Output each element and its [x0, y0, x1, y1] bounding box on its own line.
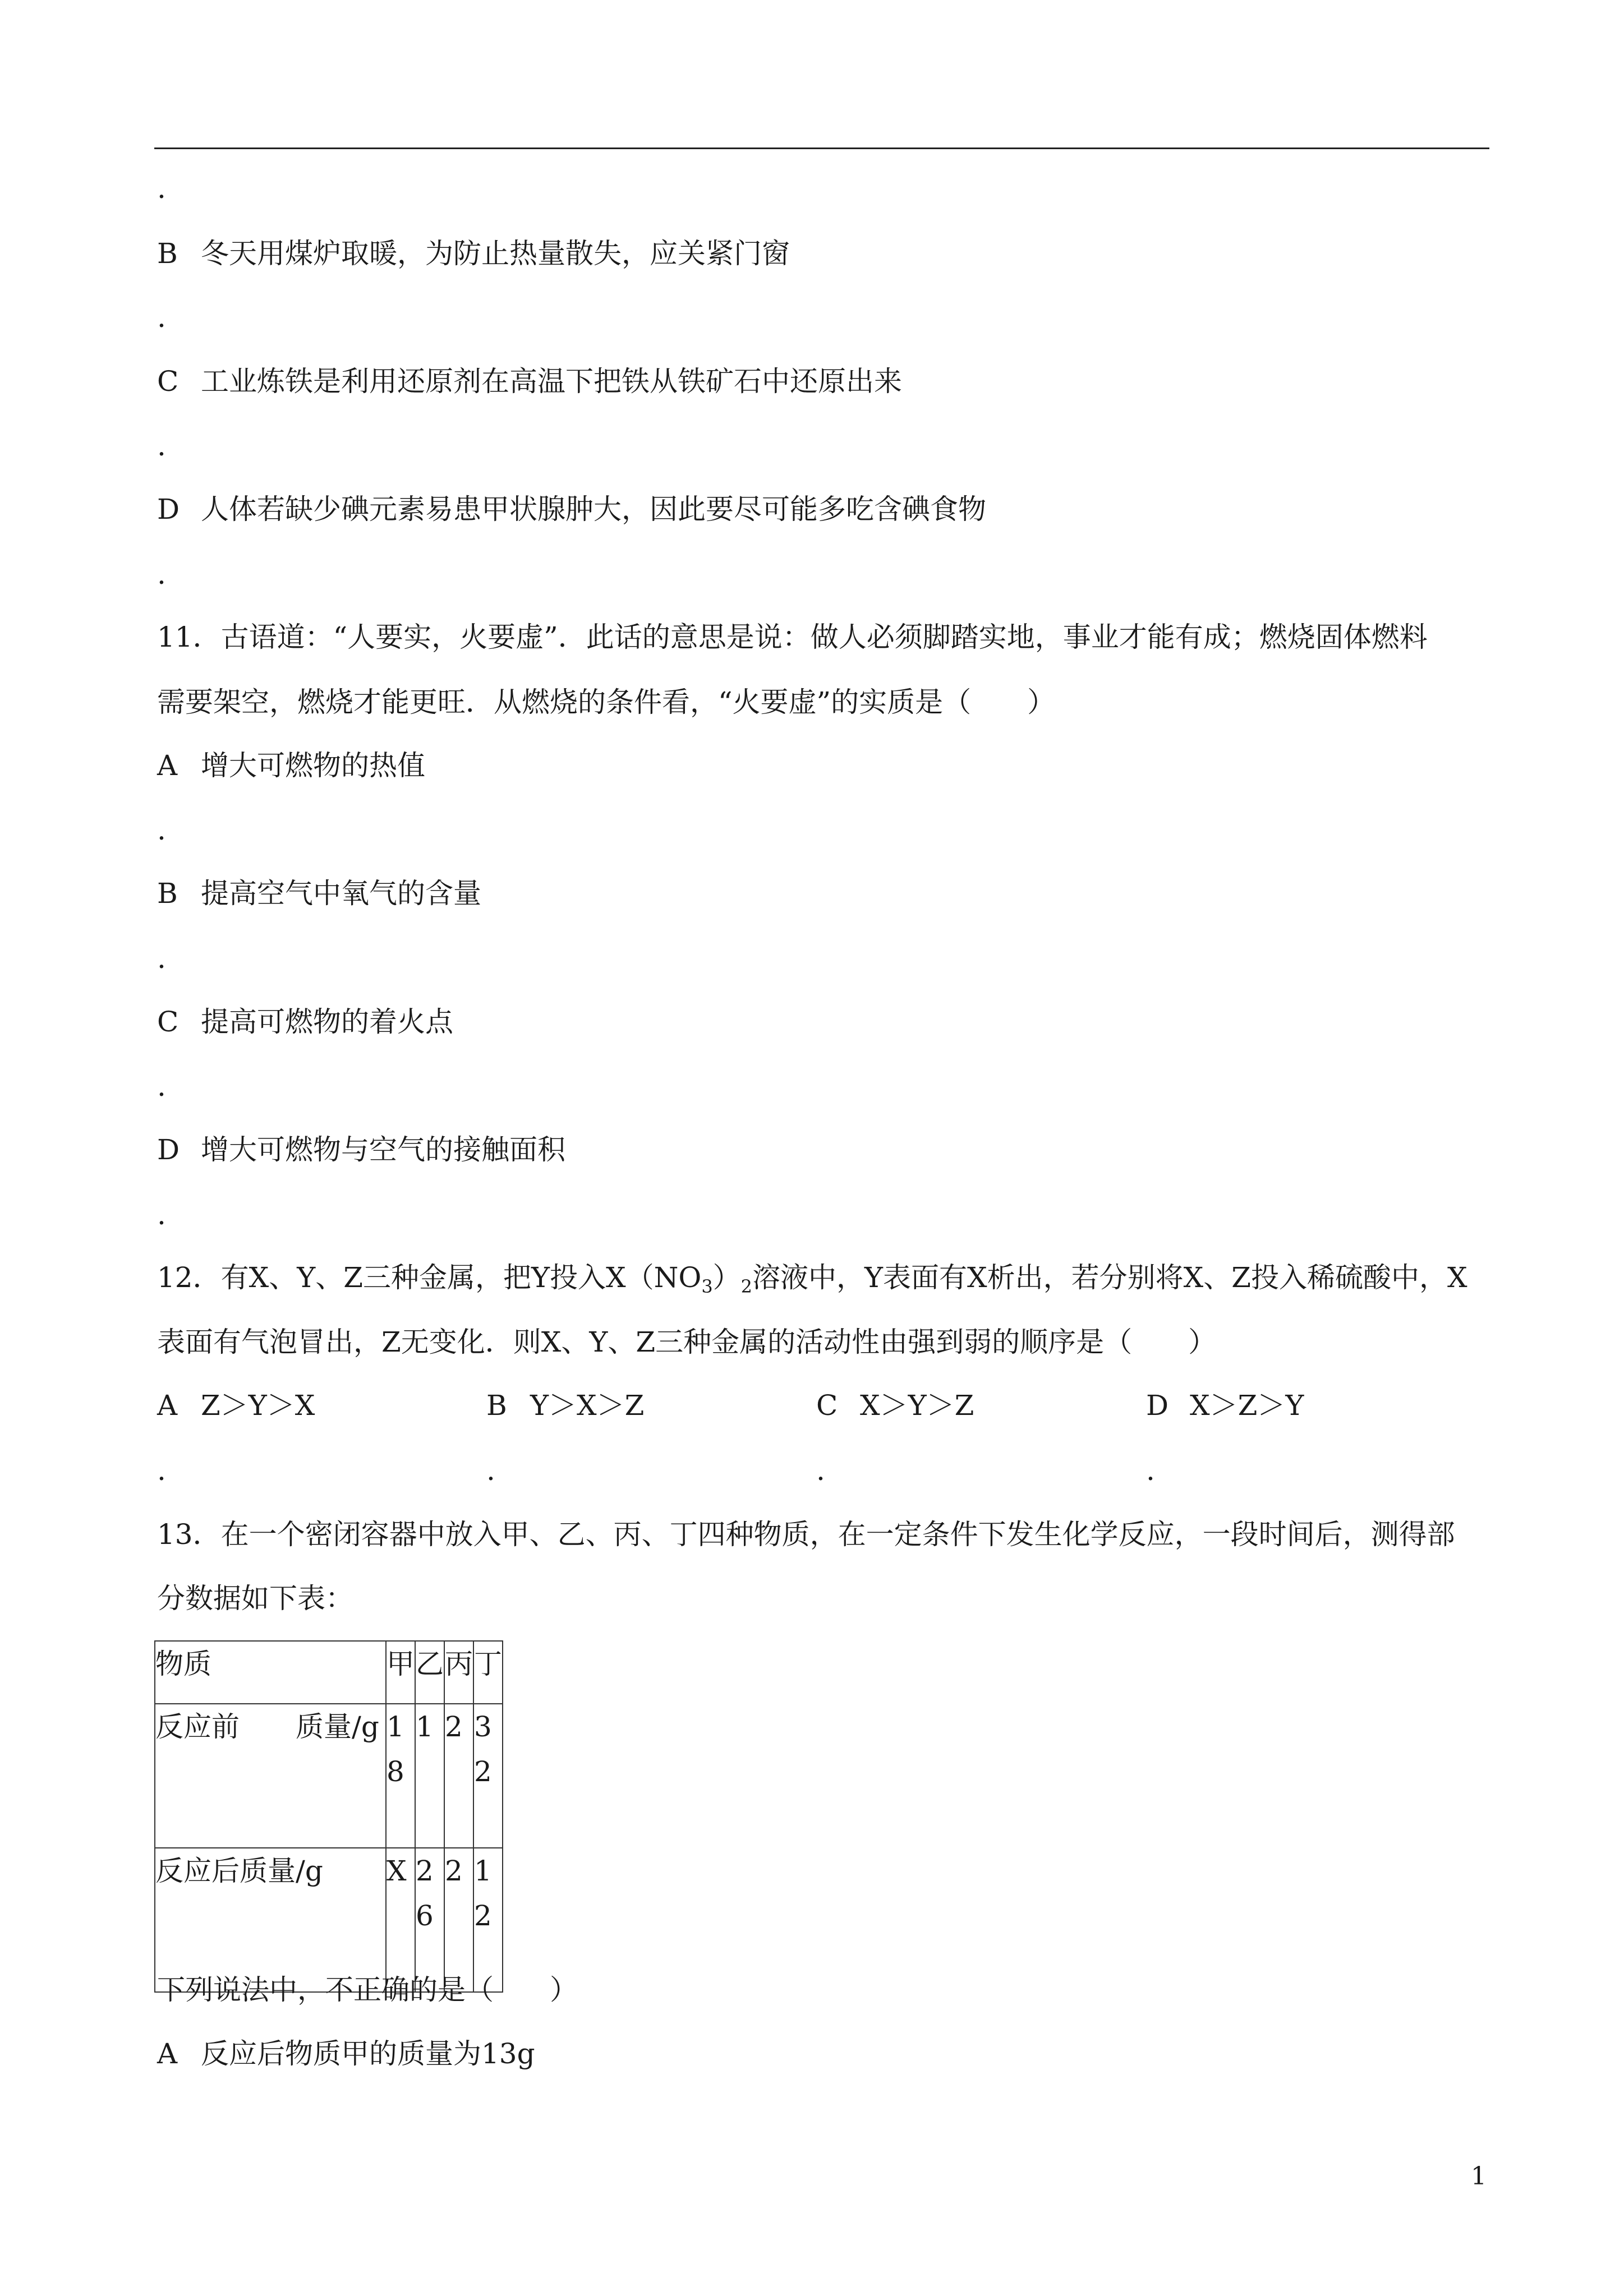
table-cell: X	[386, 1848, 415, 1992]
q12-stem-part: 溶液中，Y表面有X析出，若分别将X、Z投入稀硫酸中，X	[752, 1261, 1467, 1294]
option-dot: .	[816, 1454, 825, 1487]
header-rule	[154, 147, 1489, 149]
table-cell: 12	[473, 1848, 503, 1992]
option-letter: A	[157, 2037, 178, 2070]
q13-option-a	[157, 2037, 535, 2071]
option-text: 增大可燃物的热值	[201, 749, 425, 782]
q11-option-a	[157, 749, 425, 782]
option-letter: A	[157, 1389, 178, 1422]
option-dot: .	[157, 814, 166, 846]
page-number: 1	[1471, 2162, 1487, 2191]
option-dot: .	[157, 1454, 166, 1487]
mass-data-table	[154, 1640, 503, 1993]
q10-option-c	[157, 365, 902, 398]
table-row	[155, 1704, 503, 1848]
option-letter: C	[157, 365, 179, 398]
q12-stem-line2: 表面有气泡冒出，Z无变化．则X、Y、Z三种金属的活动性由强到弱的顺序是（ ）	[157, 1326, 1217, 1358]
table-cell: 26	[415, 1848, 444, 1992]
option-text: Y＞X＞Z	[530, 1389, 645, 1422]
q11-option-c	[157, 1005, 453, 1039]
table-cell: 反应后质量/g	[155, 1848, 386, 1992]
option-dot: .	[486, 1454, 495, 1487]
option-text: 增大可燃物与空气的接触面积	[201, 1133, 565, 1166]
q12-option-d	[1146, 1389, 1304, 1422]
option-letter: B	[157, 877, 178, 910]
table-cell: 18	[386, 1704, 415, 1848]
q10-option-d	[157, 492, 986, 526]
table-header-row	[155, 1641, 503, 1704]
option-letter: D	[1146, 1389, 1169, 1422]
q13-stem-line1: 13．在一个密闭容器中放入甲、乙、丙、丁四种物质，在一定条件下发生化学反应，一段时间后，测得部	[157, 1518, 1455, 1551]
table-row	[155, 1848, 503, 1992]
option-dot: .	[157, 942, 166, 975]
option-dot: .	[157, 430, 166, 462]
option-text: 提高空气中氧气的含量	[201, 877, 481, 910]
table-header-cell: 物质	[155, 1641, 386, 1704]
option-letter: D	[157, 1133, 180, 1166]
option-letter: B	[486, 1389, 507, 1422]
table-cell: 2	[444, 1704, 473, 1848]
q12-stem-part: 12．有X、Y、Z三种金属，把Y投入X（NO	[157, 1261, 702, 1294]
q11-option-d	[157, 1133, 565, 1167]
option-letter: C	[157, 1006, 179, 1038]
table-cell: 2	[444, 1848, 473, 1992]
option-letter: D	[157, 493, 180, 525]
option-text: X＞Z＞Y	[1190, 1389, 1304, 1422]
option-dot: .	[157, 172, 166, 205]
table-header-cell: 丁	[473, 1641, 503, 1704]
q12-stem-line1	[157, 1261, 1467, 1303]
q13-question: 下列说法中，不正确的是（ ）	[157, 1974, 578, 2006]
q10-option-b	[157, 237, 790, 270]
q11-stem-line1: 11．古语道：“人要实，火要虚”．此话的意思是说：做人必须脚踏实地，事业才能有成；燃烧固体燃料	[157, 621, 1428, 653]
table-cell: 1	[415, 1704, 444, 1848]
option-dot: .	[157, 1198, 166, 1231]
option-dot: .	[157, 301, 166, 334]
option-letter: A	[157, 749, 178, 782]
q11-stem-line2: 需要架空，燃烧才能更旺．从燃烧的条件看，“火要虚”的实质是（ ）	[157, 686, 1056, 718]
q11-option-b	[157, 877, 481, 910]
option-text: Z＞Y＞X	[201, 1389, 315, 1422]
q12-stem-part: ）	[712, 1261, 741, 1294]
subscript: 3	[701, 1276, 713, 1297]
option-text: 提高可燃物的着火点	[201, 1006, 453, 1038]
q13-stem-line2: 分数据如下表：	[157, 1582, 353, 1615]
table-header-cell: 甲	[386, 1641, 415, 1704]
option-text: 人体若缺少碘元素易患甲状腺肿大，因此要尽可能多吃含碘食物	[201, 493, 986, 525]
table-cell: 反应前 质量/g	[155, 1704, 386, 1848]
option-letter: B	[157, 237, 178, 270]
option-text: 冬天用煤炉取暖，为防止热量散失，应关紧门窗	[201, 237, 790, 270]
option-text: 工业炼铁是利用还原剂在高温下把铁从铁矿石中还原出来	[201, 365, 902, 398]
option-letter: C	[816, 1389, 838, 1422]
option-text: 反应后物质甲的质量为13g	[201, 2037, 535, 2070]
q12-option-b	[486, 1389, 644, 1422]
table-header-cell: 乙	[415, 1641, 444, 1704]
option-dot: .	[1146, 1454, 1155, 1487]
q12-option-c	[816, 1389, 974, 1422]
option-dot: .	[157, 1070, 166, 1103]
option-dot: .	[157, 558, 166, 591]
table-cell: 32	[473, 1704, 503, 1848]
table-header-cell: 丙	[444, 1641, 473, 1704]
q12-option-a	[157, 1389, 315, 1422]
option-text: X＞Y＞Z	[860, 1389, 974, 1422]
subscript: 2	[740, 1276, 753, 1297]
